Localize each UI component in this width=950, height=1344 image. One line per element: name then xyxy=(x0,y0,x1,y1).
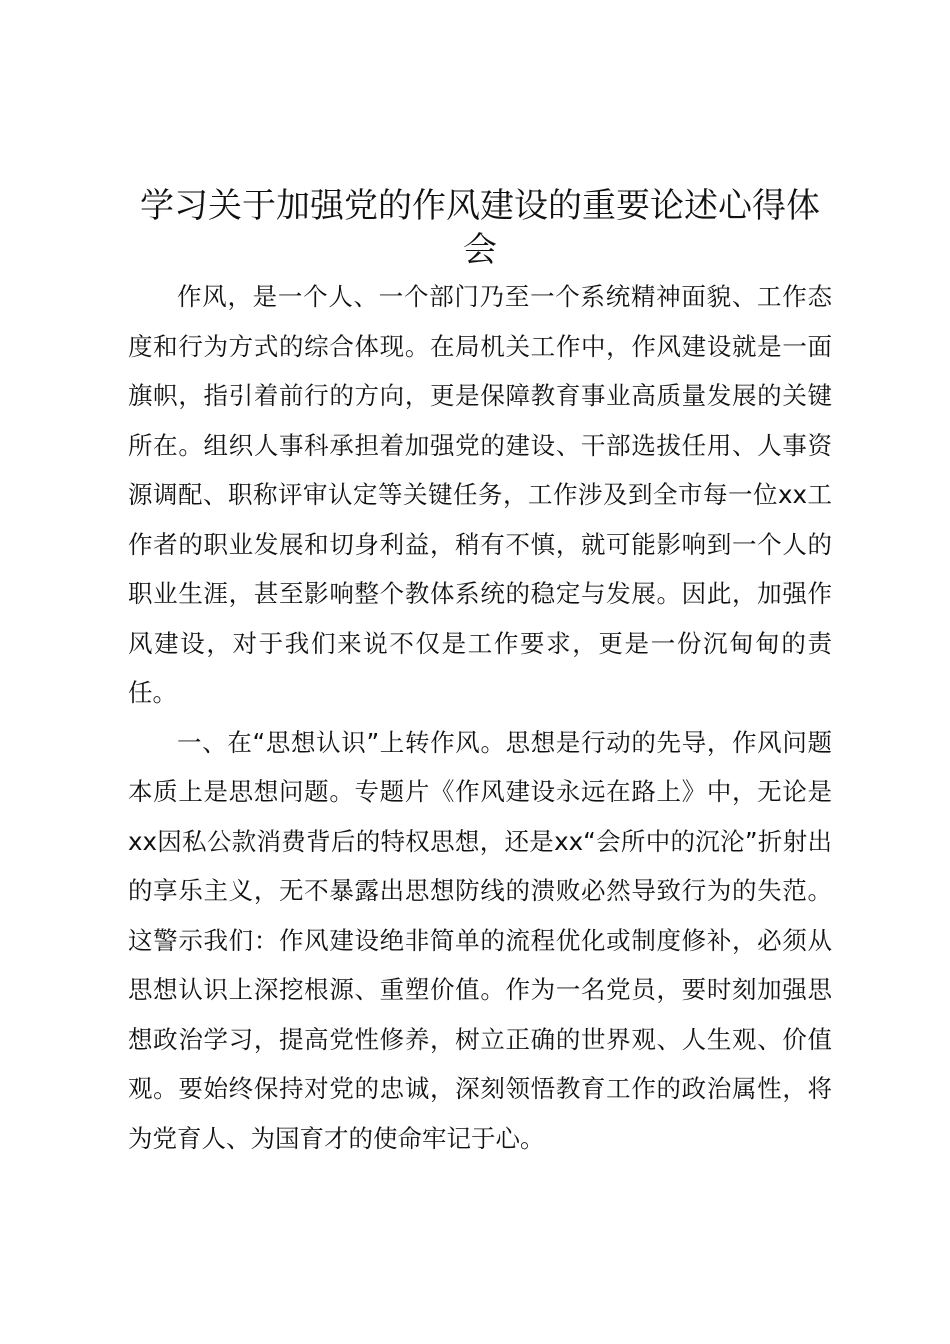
document-title: 学习关于加强党的作风建设的重要论述心得体会 xyxy=(140,186,820,270)
paragraph-intro: 作风，是一个人、一个部门乃至一个系统精神面貌、工作态度和行为方式的综合体现。在局机关工作中，作风建设就是一面旗帜，指引着前行的方向，更是保障教育事业高质量发展的关键所在。组织人事科承担着加强党的建设、干部选拔任用、人事资源调配、职称评审认定等关键任务，工作涉及到全市每一位xx工作者的职业发展和切身利益，稍有不慎，就可能影响到一个人的职业生涯，甚至影响整个教体系统的稳定与发展。因此，加强作风建设，对于我们来说不仅是工作要求，更是一份沉甸甸的责任。 xyxy=(128,282,832,707)
paragraph-section-one: 一、在“思想认识”上转作风。思想是行动的先导，作风问题本质上是思想问题。专题片《作风建设永远在路上》中，无论是xx因私公款消费背后的特权思想，还是xx“会所中的沉沦”折射出的享乐主义，无不暴露出思想防线的溃败必然导致行为的失范。这警示我们：作风建设绝非简单的流程优化或制度修补，必须从思想认识上深挖根源、重塑价值。作为一名党员，要时刻加强思想政治学习，提高党性修养，树立正确的世界观、人生观、价值观。要始终保持对党的忠诚，深刻领悟教育工作的政治属性，将为党育人、为国育才的使命牢记于心。 xyxy=(128,727,832,1153)
document-body xyxy=(128,184,832,1163)
